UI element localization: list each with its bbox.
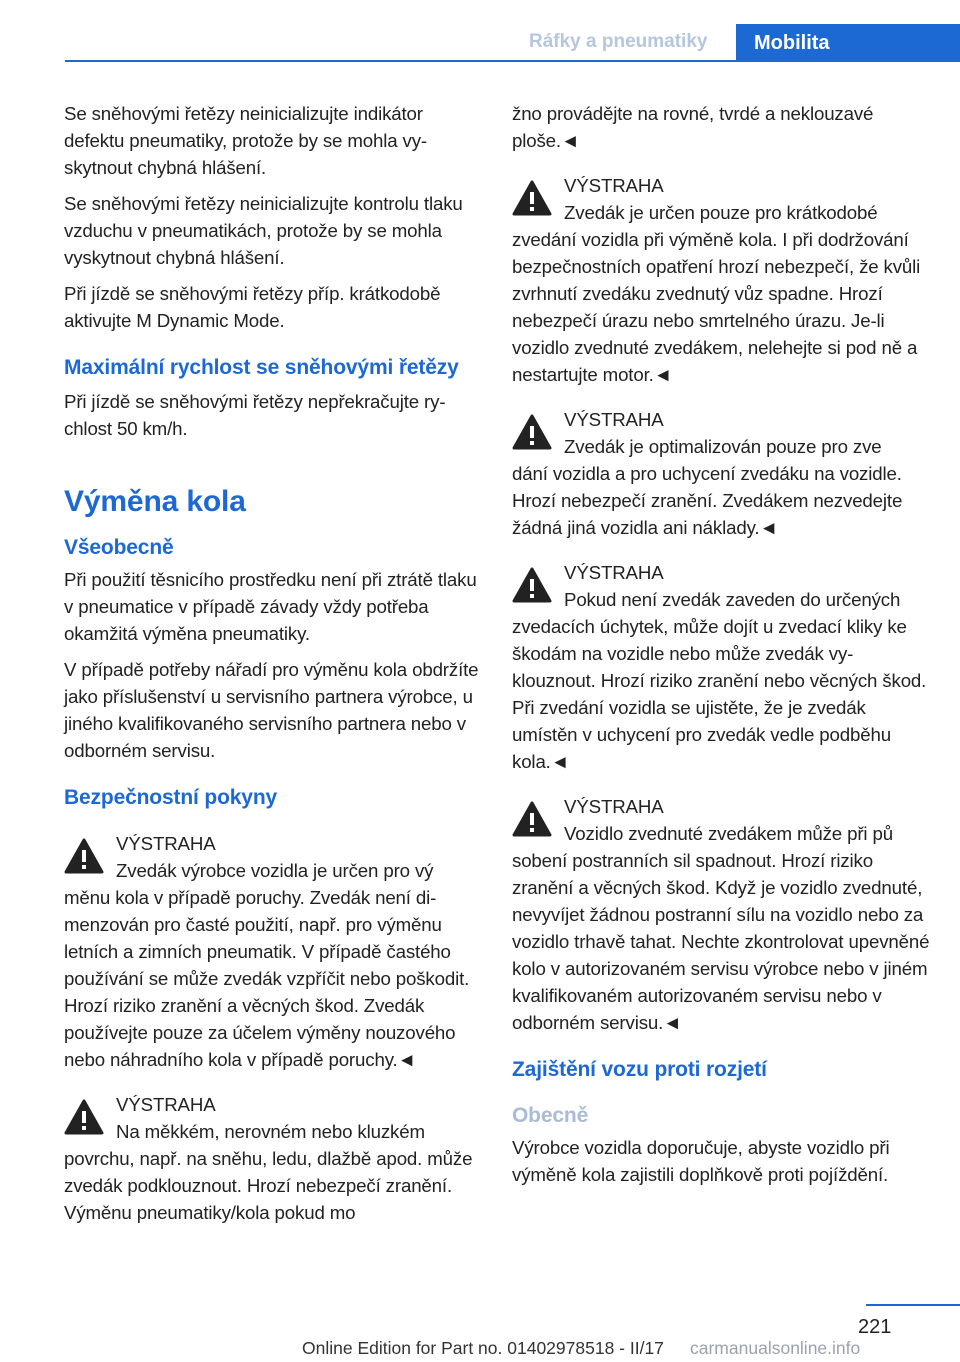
warning-text-start: Zvedák je optimalizován pouze pro zve [564, 436, 882, 457]
warning-label: VÝSTRAHA [564, 175, 664, 196]
heading-general: Všeobecně [64, 536, 174, 559]
paragraph: Se sněhovými řetězy neinicializujte kontrolu tlaku vzduchu v pneumatikách, protože by se mohla vyskytnout chybná hlášení. [64, 193, 463, 268]
chapter-tab[interactable]: Mobilita [736, 24, 960, 62]
warning-triangle-icon [512, 180, 552, 216]
warning-triangle-icon [64, 838, 104, 874]
warning-text-start: Na měkkém, nerovném nebo kluzkém [116, 1121, 425, 1142]
warning-triangle-icon [64, 1099, 104, 1135]
warning-text: sobení postranních sil spadnout. Hrozí riziko zranění a věcných škod. Když je vozidlo zvednuté, nevyvíjet žádnou postranní sílu na vozidlo nebo za vozidlo trhavě tahat. Nechte zkontrolovat upevněné kolo v autorizovaném servisu výrobce nebo v jiném kvalifikovaném autorizovaném servisu nebo v odborném servisu.◄ [512, 850, 930, 1033]
paragraph: Při jízdě se sněhovými řetězy příp. krátkodobě aktivujte M Dynamic Mode. [64, 283, 441, 331]
warning-text: dání vozidla a pro uchycení zvedáku na vozidle. Hrozí nebezpečí zranění. Zvedákem nezvedejte žádná jiná vozidla ani náklady.◄ [512, 463, 903, 538]
warning-block [512, 406, 930, 541]
warning-text-start: Zvedák je určen pouze pro krátkodobé [564, 202, 878, 223]
warning-block [512, 793, 930, 1036]
heading-generally: Obecně [512, 1104, 589, 1127]
watermark: carmanualsonline.info [690, 1338, 861, 1358]
warning-label: VÝSTRAHA [116, 833, 216, 854]
warning-block [512, 559, 930, 775]
paragraph: Při použití těsnicího prostředku není při ztrátě tlaku v pneumatice v případě závady vždy potřeba okamžitá výměna pneumatiky. [64, 569, 477, 644]
heading-max-speed: Maximální rychlost se sněhovými řetězy [64, 356, 459, 379]
warning-text: povrchu, např. na sněhu, ledu, dlažbě apod. může zvedák podklouznout. Hrozí nebezpečí zranění. Výměnu pneumatiky/kola pokud mo [64, 1148, 473, 1223]
paragraph: Se sněhovými řetězy neinicializujte indikátor defektu pneumatiky, protože by se mohla vyskytnout chybná hlášení. [64, 103, 428, 178]
warning-triangle-icon [512, 801, 552, 837]
heading-secure-vehicle: Zajištění vozu proti rozjetí [512, 1058, 767, 1081]
warning-triangle-icon [512, 414, 552, 450]
section-title-wheel-change: Výměna kola [64, 485, 246, 518]
warning-label: VÝSTRAHA [564, 796, 664, 817]
warning-block [64, 1091, 482, 1226]
warning-label: VÝSTRAHA [116, 1094, 216, 1115]
page-number: 221 [858, 1316, 892, 1338]
warning-text: zvedacích úchytek, může dojít u zvedací kliky ke škodám na vozidle nebo může zvedák vyklouznout. Hrozí riziko zranění nebo věcných škod. Při zvedání vozidla se ujistěte, že je zvedák umístěn v uchycení pro zvedák vedle podběhu kola.◄ [512, 616, 927, 772]
left-column [64, 100, 482, 1244]
warning-label: VÝSTRAHA [564, 562, 664, 583]
warning-text: zvedání vozidla při výměně kola. I při dodržování bezpečnostních opatření hrozí nebezpečí, že kvůli zvrhnutí zvedáku zvednutý vůz spadne. Hrozí nebezpečí úrazu nebo smrtelného úrazu. Je-li vozidlo zvednuté zvedákem, nelehejte si pod ně a nestartujte motor.◄ [512, 229, 921, 385]
warning-block [64, 830, 482, 1073]
heading-safety-notes: Bezpečnostní pokyny [64, 786, 278, 809]
footer-rule [866, 1304, 960, 1306]
paragraph: Výrobce vozidla doporučuje, abyste vozidlo při výměně kola zajistili doplňkově proti pojíždění. [512, 1137, 890, 1185]
warning-triangle-icon [512, 567, 552, 603]
warning-text-start: Vozidlo zvednuté zvedákem může při pů [564, 823, 893, 844]
section-tab[interactable]: Ráfky a pneumatiky [529, 31, 708, 52]
paragraph: Při jízdě se sněhovými řetězy nepřekračujte rychlost 50 km/h. [64, 391, 446, 439]
warning-text-start: Pokud není zvedák zaveden do určených [564, 589, 901, 610]
warning-text: měnu kola v případě poruchy. Zvedák není dimenzován pro časté použití, např. pro výměnu letních a zimních pneumatik. V případě častého používání se může zvedák vzpříčit nebo poškodit. Hrozí riziko zranění a věcných škod. Zvedák používejte pouze za účelem výměny nouzového nebo náhradního kola v případě poruchy.◄ [64, 887, 470, 1070]
warning-label: VÝSTRAHA [564, 409, 664, 430]
paragraph: žno provádějte na rovné, tvrdé a neklouzavé ploše.◄ [512, 103, 874, 151]
edition-note: Online Edition for Part no. 01402978518 - II/17 [302, 1338, 664, 1358]
right-column [512, 100, 930, 1197]
paragraph: V případě potřeby nářadí pro výměnu kola obdržíte jako příslušenství u servisního partnera výrobce, u jiného kvalifikovaného servisního partnera nebo v odborném servisu. [64, 659, 479, 761]
warning-block [512, 172, 930, 388]
warning-text-start: Zvedák výrobce vozidla je určen pro vý [116, 860, 434, 881]
